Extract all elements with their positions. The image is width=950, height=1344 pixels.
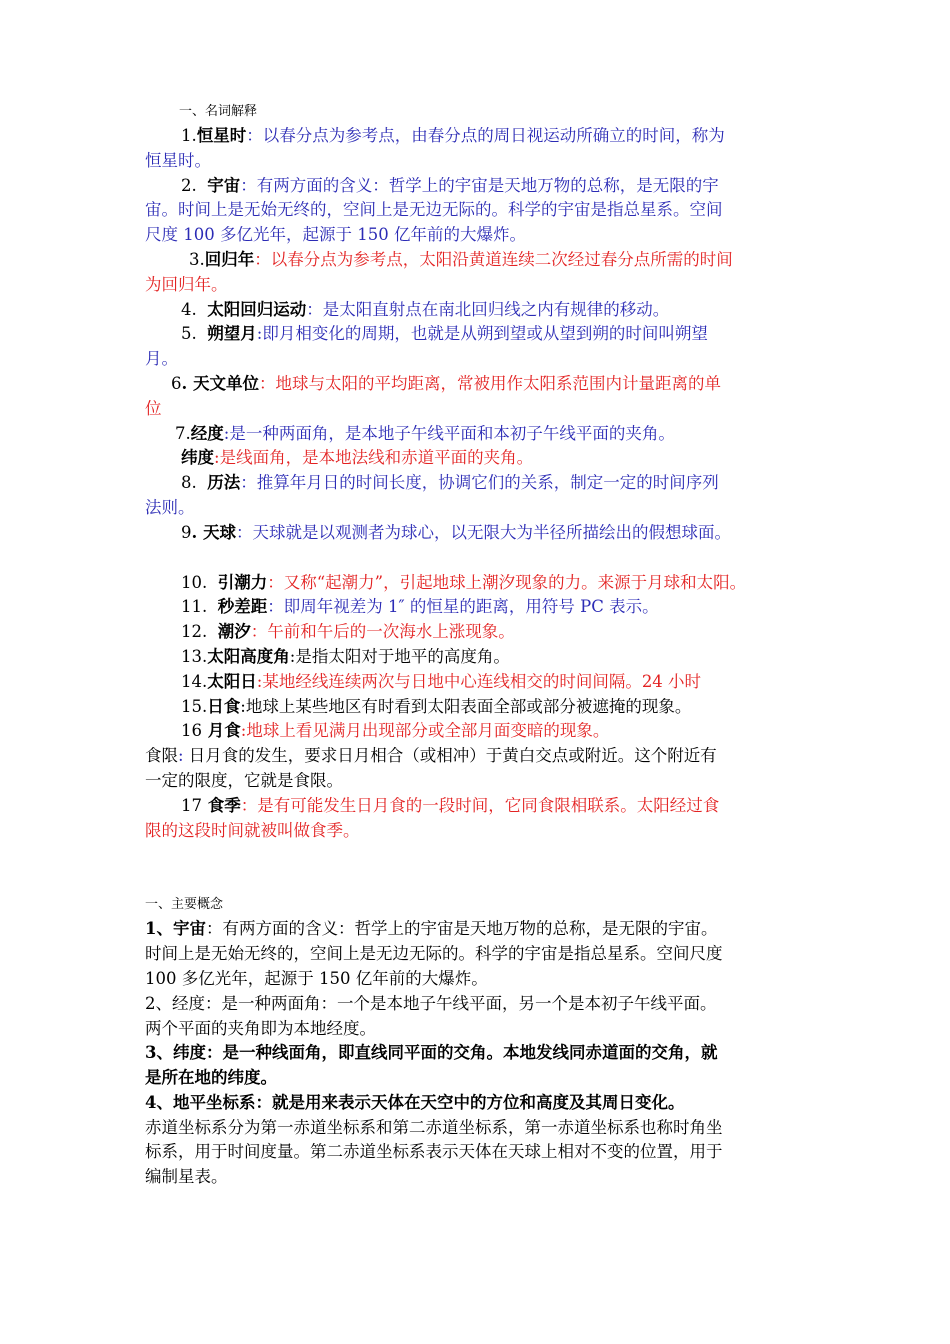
- term-5: 5. 朔望月:即月相变化的周期，也就是从朔到望或从望到朔的时间叫朔望: [181, 324, 708, 344]
- term-15: 15.日食:地球上某些地区有时看到太阳表面全部或部分被遮掩的现象。: [181, 696, 692, 716]
- concept-5-cont: 标系，用于时间度量。第二赤道坐标系表示天体在天球上相对不变的位置，用于: [145, 1142, 723, 1162]
- term-shixian: 食限: 日月食的发生，要求日月相合（或相冲）于黄白交点或附近。这个附近有: [145, 746, 717, 766]
- term-6-cont: 位: [145, 398, 162, 418]
- document-page: [145, 100, 815, 1190]
- spacer: [145, 843, 815, 893]
- term-1: 1.恒星时：以春分点为参考点，由春分点的周日视运动所确立的时间，称为: [181, 126, 725, 145]
- term-13: 13.太阳高度角:是指太阳对于地平的高度角。: [181, 646, 510, 666]
- section-heading-1: 一、名词解释: [179, 104, 258, 119]
- term-7: 7.经度:是一种两面角，是本地子午线平面和本初子午线平面的夹角。: [175, 423, 675, 443]
- term-1-cont: 恒星时。: [145, 150, 211, 170]
- term-2-cont: 宙。时间上是无始无终的，空间上是无边无际的。科学的宇宙是指总星系。空间: [145, 200, 723, 220]
- concept-5-cont2: 编制星表。: [145, 1167, 228, 1187]
- term-9: 9. 天球：天球就是以观测者为球心，以无限大为半径所描绘出的假想球面。: [181, 522, 731, 542]
- concept-2-cont: 两个平面的夹角即为本地经度。: [145, 1018, 376, 1038]
- section-heading-2: 一、主要概念: [145, 897, 224, 913]
- term-8: 8. 历法：推算年月日的时间长度，协调它们的关系，制定一定的时间序列: [181, 473, 719, 493]
- term-2: 2. 宇宙：有两方面的含义：哲学上的宇宙是天地万物的总称，是无限的宇: [181, 175, 719, 195]
- term-7b: 纬度:是线面角，是本地法线和赤道平面的夹角。: [181, 448, 534, 468]
- term-16: 16 月食:地球上看见满月出现部分或全部月面变暗的现象。: [181, 721, 610, 741]
- term-4: 4. 太阳回归运动：是太阳直射点在南北回归线之内有规律的移动。: [181, 299, 670, 319]
- term-12: 12. 潮汐：午前和午后的一次海水上涨现象。: [181, 622, 515, 642]
- concept-1: 1、宇宙：有两方面的含义：哲学上的宇宙是天地万物的总称，是无限的宇宙。: [145, 919, 718, 939]
- concept-1-cont: 时间上是无始无终的，空间上是无边无际的。科学的宇宙是指总星系。空间尺度: [145, 944, 723, 964]
- term-14: 14.太阳日:某地经线连续两次与日地中心连线相交的时间间隔。24 小时: [181, 671, 702, 691]
- concept-3: 3、纬度：是一种线面角，即直线同平面的交角。本地发线同赤道面的交角，就: [145, 1043, 718, 1063]
- term-17: 17 食季：是有可能发生日月食的一段时间，它同食限相联系。太阳经过食: [181, 795, 720, 815]
- term-5-cont: 月。: [145, 349, 178, 369]
- concept-1-cont2: 100 多亿光年，起源于 150 亿年前的大爆炸。: [145, 968, 488, 988]
- concept-5: 赤道坐标系分为第一赤道坐标系和第二赤道坐标系，第一赤道坐标系也称时角坐: [145, 1117, 723, 1137]
- term-17-cont: 限的这段时间就被叫做食季。: [145, 820, 360, 840]
- term-2-cont2: 尺度 100 多亿光年，起源于 150 亿年前的大爆炸。: [145, 225, 526, 245]
- concept-3-cont: 是所在地的纬度。: [145, 1068, 277, 1088]
- term-8-cont: 法则。: [145, 497, 195, 517]
- term-11: 11. 秒差距：即周年视差为 1″ 的恒星的距离，用符号 PC 表示。: [181, 597, 659, 617]
- concept-4: 4、地平坐标系：就是用来表示天体在天空中的方位和高度及其周日变化。: [145, 1092, 685, 1112]
- term-3: 3.回归年：以春分点为参考点，太阳沿黄道连续二次经过春分点所需的时间: [189, 249, 733, 269]
- spacer: [145, 546, 815, 571]
- concept-2: 2、经度：是一种两面角：一个是本地子午线平面，另一个是本初子午线平面。: [145, 993, 717, 1013]
- term-3-cont: 为回归年。: [145, 274, 228, 294]
- term-shixian-cont: 一定的限度，它就是食限。: [145, 770, 343, 790]
- term-10: 10. 引潮力：又称“起潮力”，引起地球上潮汐现象的力。来源于月球和太阳。: [181, 572, 747, 592]
- term-6: 6. 天文单位：地球与太阳的平均距离，常被用作太阳系范围内计量距离的单: [171, 373, 721, 393]
